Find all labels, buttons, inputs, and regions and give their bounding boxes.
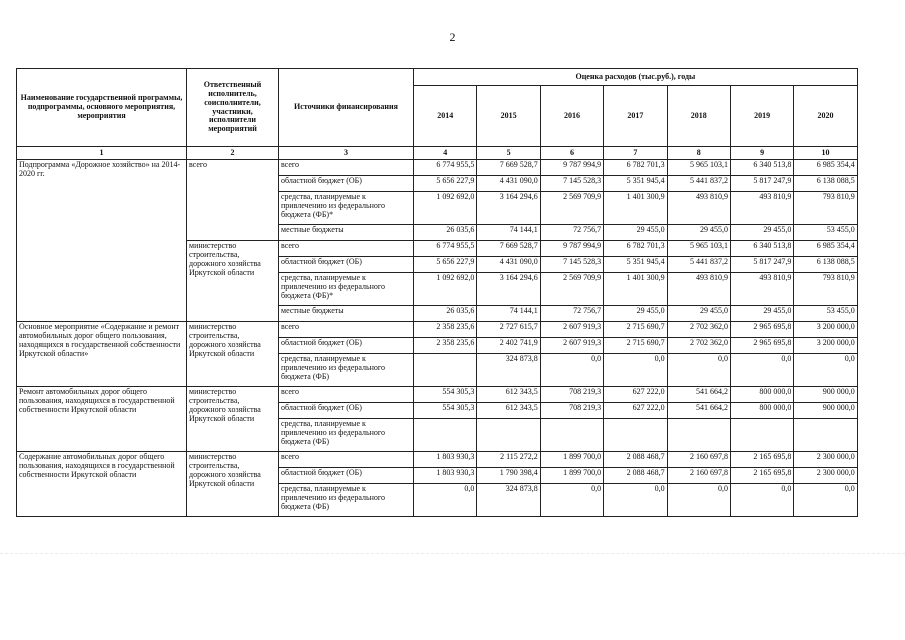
value-cell: 2 358 235,6: [414, 322, 477, 338]
value-cell: 0,0: [667, 354, 730, 387]
funding-source-cell: всего: [279, 241, 414, 257]
column-number: 5: [477, 147, 540, 160]
value-cell: 2 402 741,9: [477, 338, 540, 354]
value-cell: 5 441 837,2: [667, 176, 730, 192]
value-cell: 29 455,0: [604, 225, 667, 241]
value-cell: 0,0: [604, 484, 667, 517]
value-cell: 2 715 690,7: [604, 338, 667, 354]
value-cell: 53 455,0: [794, 225, 857, 241]
value-cell: 2 115 272,2: [477, 452, 540, 468]
value-cell: 26 035,6: [414, 225, 477, 241]
value-cell: 493 810,9: [730, 192, 793, 225]
value-cell: 29 455,0: [730, 306, 793, 322]
value-cell: 3 164 294,6: [477, 273, 540, 306]
value-cell: 29 455,0: [667, 306, 730, 322]
value-cell: 6 782 701,3: [604, 241, 667, 257]
value-cell: 5 817 247,9: [730, 257, 793, 273]
value-cell: 554 305,3: [414, 387, 477, 403]
column-number: 9: [730, 147, 793, 160]
value-cell: 53 455,0: [794, 306, 857, 322]
value-cell: 2 088 468,7: [604, 452, 667, 468]
value-cell: [540, 419, 603, 452]
column-number: 1: [17, 147, 187, 160]
value-cell: 3 164 294,6: [477, 192, 540, 225]
scan-artifact-line: [0, 553, 905, 554]
budget-table: [16, 68, 858, 517]
value-cell: 493 810,9: [667, 192, 730, 225]
value-cell: 493 810,9: [730, 273, 793, 306]
value-cell: [667, 419, 730, 452]
column-number: 4: [414, 147, 477, 160]
funding-source-cell: областной бюджет (ОБ): [279, 403, 414, 419]
value-cell: 800 000,0: [730, 403, 793, 419]
value-cell: 541 664,2: [667, 403, 730, 419]
value-cell: 72 756,7: [540, 225, 603, 241]
value-cell: 2 965 695,8: [730, 338, 793, 354]
responsible-cell: министерство строительства, дорожного хозяйства Иркутской области: [187, 322, 279, 387]
value-cell: 6 782 701,3: [604, 160, 667, 176]
funding-source-cell: всего: [279, 387, 414, 403]
column-number: 7: [604, 147, 667, 160]
table-header: [17, 69, 858, 160]
value-cell: 2 569 709,9: [540, 192, 603, 225]
value-cell: 708 219,3: [540, 403, 603, 419]
value-cell: 6 774 955,5: [414, 160, 477, 176]
table-row: [17, 322, 858, 338]
value-cell: 6 340 513,8: [730, 241, 793, 257]
value-cell: 7 145 528,3: [540, 257, 603, 273]
funding-source-cell: средства, планируемые к привлечению из федерального бюджета (ФБ): [279, 484, 414, 517]
value-cell: 5 656 227,9: [414, 257, 477, 273]
table-row: [17, 160, 858, 176]
value-cell: 0,0: [540, 354, 603, 387]
value-cell: 541 664,2: [667, 387, 730, 403]
value-cell: 74 144,1: [477, 225, 540, 241]
column-number: 2: [187, 147, 279, 160]
value-cell: 6 138 088,5: [794, 176, 857, 192]
value-cell: 2 160 697,8: [667, 452, 730, 468]
value-cell: 800 000,0: [730, 387, 793, 403]
program-name-cell: Ремонт автомобильных дорог общего пользования, находящихся в государственной собственности Иркутской области: [17, 387, 187, 452]
value-cell: 3 200 000,0: [794, 338, 857, 354]
value-cell: 900 000,0: [794, 387, 857, 403]
funding-source-cell: областной бюджет (ОБ): [279, 338, 414, 354]
header-year: 2020: [794, 86, 857, 147]
value-cell: 1 092 692,0: [414, 192, 477, 225]
value-cell: 1 790 398,4: [477, 468, 540, 484]
responsible-cell: министерство строительства, дорожного хозяйства Иркутской области: [187, 387, 279, 452]
column-number: 10: [794, 147, 857, 160]
value-cell: 5 965 103,1: [667, 241, 730, 257]
value-cell: 493 810,9: [667, 273, 730, 306]
value-cell: 2 300 000,0: [794, 452, 857, 468]
value-cell: 6 985 354,4: [794, 241, 857, 257]
funding-source-cell: местные бюджеты: [279, 306, 414, 322]
funding-source-cell: средства, планируемые к привлечению из федерального бюджета (ФБ)*: [279, 273, 414, 306]
header-responsible: Ответственный исполнитель, соисполнители, участники, исполнители мероприятий: [187, 69, 279, 147]
program-name-cell: Содержание автомобильных дорог общего пользования, находящихся в государственной собственности Иркутской области: [17, 452, 187, 517]
table-body: [17, 160, 858, 517]
value-cell: 0,0: [414, 484, 477, 517]
value-cell: [414, 419, 477, 452]
value-cell: 5 965 103,1: [667, 160, 730, 176]
header-program-name: Наименование государственной программы, подпрограммы, основного мероприятия, мероприятия: [17, 69, 187, 147]
funding-source-cell: местные бюджеты: [279, 225, 414, 241]
value-cell: 6 774 955,5: [414, 241, 477, 257]
value-cell: 2 607 919,3: [540, 322, 603, 338]
value-cell: 6 985 354,4: [794, 160, 857, 176]
value-cell: 5 656 227,9: [414, 176, 477, 192]
table-row: [17, 387, 858, 403]
header-year: 2019: [730, 86, 793, 147]
value-cell: 1 899 700,0: [540, 452, 603, 468]
header-year: 2017: [604, 86, 667, 147]
value-cell: 0,0: [730, 484, 793, 517]
responsible-cell: министерство строительства, дорожного хозяйства Иркутской области: [187, 241, 279, 322]
table-row: [17, 452, 858, 468]
column-number: 3: [279, 147, 414, 160]
value-cell: 324 873,8: [477, 354, 540, 387]
header-year: 2016: [540, 86, 603, 147]
value-cell: 9 787 994,9: [540, 241, 603, 257]
value-cell: 0,0: [667, 484, 730, 517]
value-cell: 2 702 362,0: [667, 338, 730, 354]
funding-source-cell: всего: [279, 452, 414, 468]
value-cell: 72 756,7: [540, 306, 603, 322]
value-cell: 2 088 468,7: [604, 468, 667, 484]
value-cell: 554 305,3: [414, 403, 477, 419]
page-number: 2: [449, 30, 456, 44]
value-cell: 900 000,0: [794, 403, 857, 419]
value-cell: 627 222,0: [604, 387, 667, 403]
value-cell: 5 351 945,4: [604, 257, 667, 273]
responsible-cell: министерство строительства, дорожного хозяйства Иркутской области: [187, 452, 279, 517]
funding-source-cell: всего: [279, 322, 414, 338]
value-cell: 74 144,1: [477, 306, 540, 322]
value-cell: 2 300 000,0: [794, 468, 857, 484]
value-cell: 29 455,0: [730, 225, 793, 241]
value-cell: 6 340 513,8: [730, 160, 793, 176]
value-cell: 2 165 695,8: [730, 452, 793, 468]
value-cell: 29 455,0: [604, 306, 667, 322]
responsible-cell: всего: [187, 160, 279, 241]
value-cell: 3 200 000,0: [794, 322, 857, 338]
value-cell: [414, 354, 477, 387]
value-cell: 2 160 697,8: [667, 468, 730, 484]
value-cell: 6 138 088,5: [794, 257, 857, 273]
header-funding-source: Источники финансирования: [279, 69, 414, 147]
value-cell: 2 727 615,7: [477, 322, 540, 338]
value-cell: 29 455,0: [667, 225, 730, 241]
value-cell: 2 607 919,3: [540, 338, 603, 354]
value-cell: [604, 419, 667, 452]
value-cell: 7 145 528,3: [540, 176, 603, 192]
value-cell: 1 401 300,9: [604, 273, 667, 306]
value-cell: 7 669 528,7: [477, 160, 540, 176]
value-cell: 5 351 945,4: [604, 176, 667, 192]
value-cell: 2 569 709,9: [540, 273, 603, 306]
header-expense-estimate: Оценка расходов (тыс.руб.), годы: [414, 69, 858, 86]
column-number: 8: [667, 147, 730, 160]
funding-source-cell: всего: [279, 160, 414, 176]
header-year: 2015: [477, 86, 540, 147]
funding-source-cell: областной бюджет (ОБ): [279, 257, 414, 273]
funding-source-cell: средства, планируемые к привлечению из федерального бюджета (ФБ)*: [279, 192, 414, 225]
funding-source-cell: средства, планируемые к привлечению из федерального бюджета (ФБ): [279, 419, 414, 452]
value-cell: 708 219,3: [540, 387, 603, 403]
program-name-cell: Подпрограмма «Дорожное хозяйство» на 2014-2020 гг.: [17, 160, 187, 322]
value-cell: 4 431 090,0: [477, 257, 540, 273]
header-year: 2014: [414, 86, 477, 147]
value-cell: 793 810,9: [794, 192, 857, 225]
value-cell: 2 715 690,7: [604, 322, 667, 338]
value-cell: 2 358 235,6: [414, 338, 477, 354]
value-cell: 0,0: [604, 354, 667, 387]
value-cell: 4 431 090,0: [477, 176, 540, 192]
value-cell: 0,0: [540, 484, 603, 517]
value-cell: 26 035,6: [414, 306, 477, 322]
value-cell: [477, 419, 540, 452]
value-cell: 5 441 837,2: [667, 257, 730, 273]
value-cell: [730, 419, 793, 452]
value-cell: 0,0: [794, 354, 857, 387]
value-cell: 793 810,9: [794, 273, 857, 306]
value-cell: 627 222,0: [604, 403, 667, 419]
program-name-cell: Основное мероприятие «Содержание и ремонт автомобильных дорог общего пользования, находящихся в государственной собственности Иркутской области»: [17, 322, 187, 387]
value-cell: 7 669 528,7: [477, 241, 540, 257]
value-cell: 9 787 994,9: [540, 160, 603, 176]
value-cell: 1 803 930,3: [414, 452, 477, 468]
value-cell: 1 899 700,0: [540, 468, 603, 484]
value-cell: 612 343,5: [477, 403, 540, 419]
header-year: 2018: [667, 86, 730, 147]
funding-source-cell: областной бюджет (ОБ): [279, 468, 414, 484]
value-cell: 612 343,5: [477, 387, 540, 403]
value-cell: 2 702 362,0: [667, 322, 730, 338]
funding-source-cell: средства, планируемые к привлечению из федерального бюджета (ФБ): [279, 354, 414, 387]
value-cell: 0,0: [730, 354, 793, 387]
value-cell: 1 092 692,0: [414, 273, 477, 306]
value-cell: [794, 419, 857, 452]
funding-source-cell: областной бюджет (ОБ): [279, 176, 414, 192]
value-cell: 324 873,8: [477, 484, 540, 517]
value-cell: 5 817 247,9: [730, 176, 793, 192]
value-cell: 0,0: [794, 484, 857, 517]
column-number: 6: [540, 147, 603, 160]
value-cell: 2 965 695,8: [730, 322, 793, 338]
value-cell: 2 165 695,8: [730, 468, 793, 484]
value-cell: 1 803 930,3: [414, 468, 477, 484]
value-cell: 1 401 300,9: [604, 192, 667, 225]
